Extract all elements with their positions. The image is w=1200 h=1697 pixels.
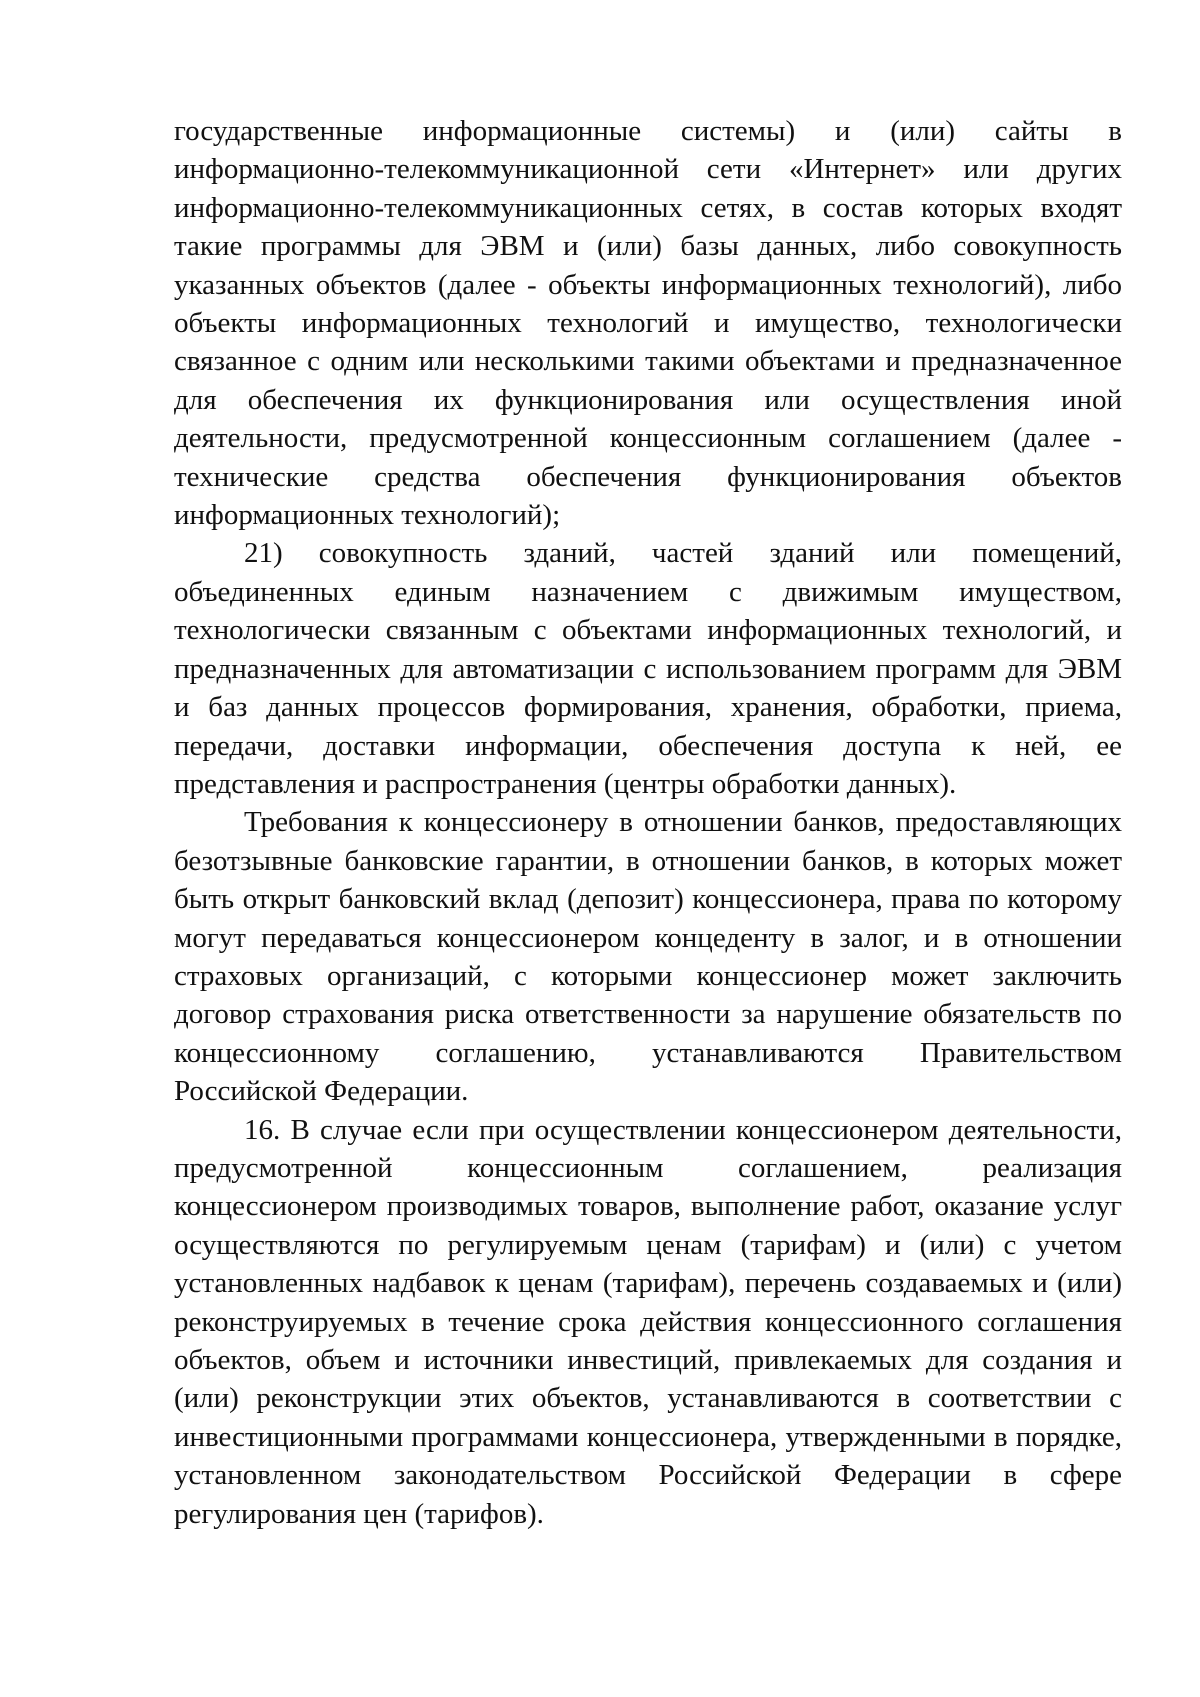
paragraph-item-21: 21) совокупность зданий, частей зданий или помещений, объединенных единым назначением с движимым имуществом, технологически связанным с объектами информационных технологий, и предназначенных для автоматизации с использованием программ для ЭВМ и баз данных процессов формирования, хранения, обработки, приема, передачи, доставки информации, обеспечения доступа к ней, ее представления и распространения (центры обработки данных). — [174, 537, 1122, 800]
document-body — [174, 112, 1122, 1533]
paragraph-item-16: 16. В случае если при осуществлении концессионером деятельности, предусмотренной концессионным соглашением, реализация концессионером производимых товаров, выполнение работ, оказание услуг осуществляются по регулируемым ценам (тарифам) и (или) с учетом установленных надбавок к ценам (тарифам), перечень создаваемых и (или) реконструируемых в течение срока действия концессионного соглашения объектов, объем и источники инвестиций, привлекаемых для создания и (или) реконструкции этих объектов, устанавливаются в соответствии с инвестиционными программами концессионера, утвержденными в порядке, установленном законодательством Российской Федерации в сфере регулирования цен (тарифов). — [174, 1113, 1122, 1530]
paragraph-continuation: государственные информационные системы) и (или) сайты в информационно-телекоммуникационной сети «Интернет» или других информационно-телекоммуникационных сетях, в состав которых входят такие программы для ЭВМ и (или) базы данных, либо совокупность указанных объектов (далее - объекты информационных технологий), либо объекты информационных технологий и имущество, технологически связанное с одним или несколькими такими объектами и предназначенное для обеспечения их функционирования или осуществления иной деятельности, предусмотренной концессионным соглашением (далее - технические средства обеспечения функционирования объектов информационных технологий); — [174, 115, 1122, 532]
paragraph-requirements: Требования к концессионеру в отношении банков, предоставляющих безотзывные банковские гарантии, в отношении банков, в которых может быть открыт банковский вклад (депозит) концессионера, права по которому могут передаваться концессионером концеденту в залог, и в отношении страховых организаций, с которыми концессионер может заключить договор страхования риска ответственности за нарушение обязательств по концессионному соглашению, устанавливаются Правительством Российской Федерации. — [174, 806, 1122, 1108]
